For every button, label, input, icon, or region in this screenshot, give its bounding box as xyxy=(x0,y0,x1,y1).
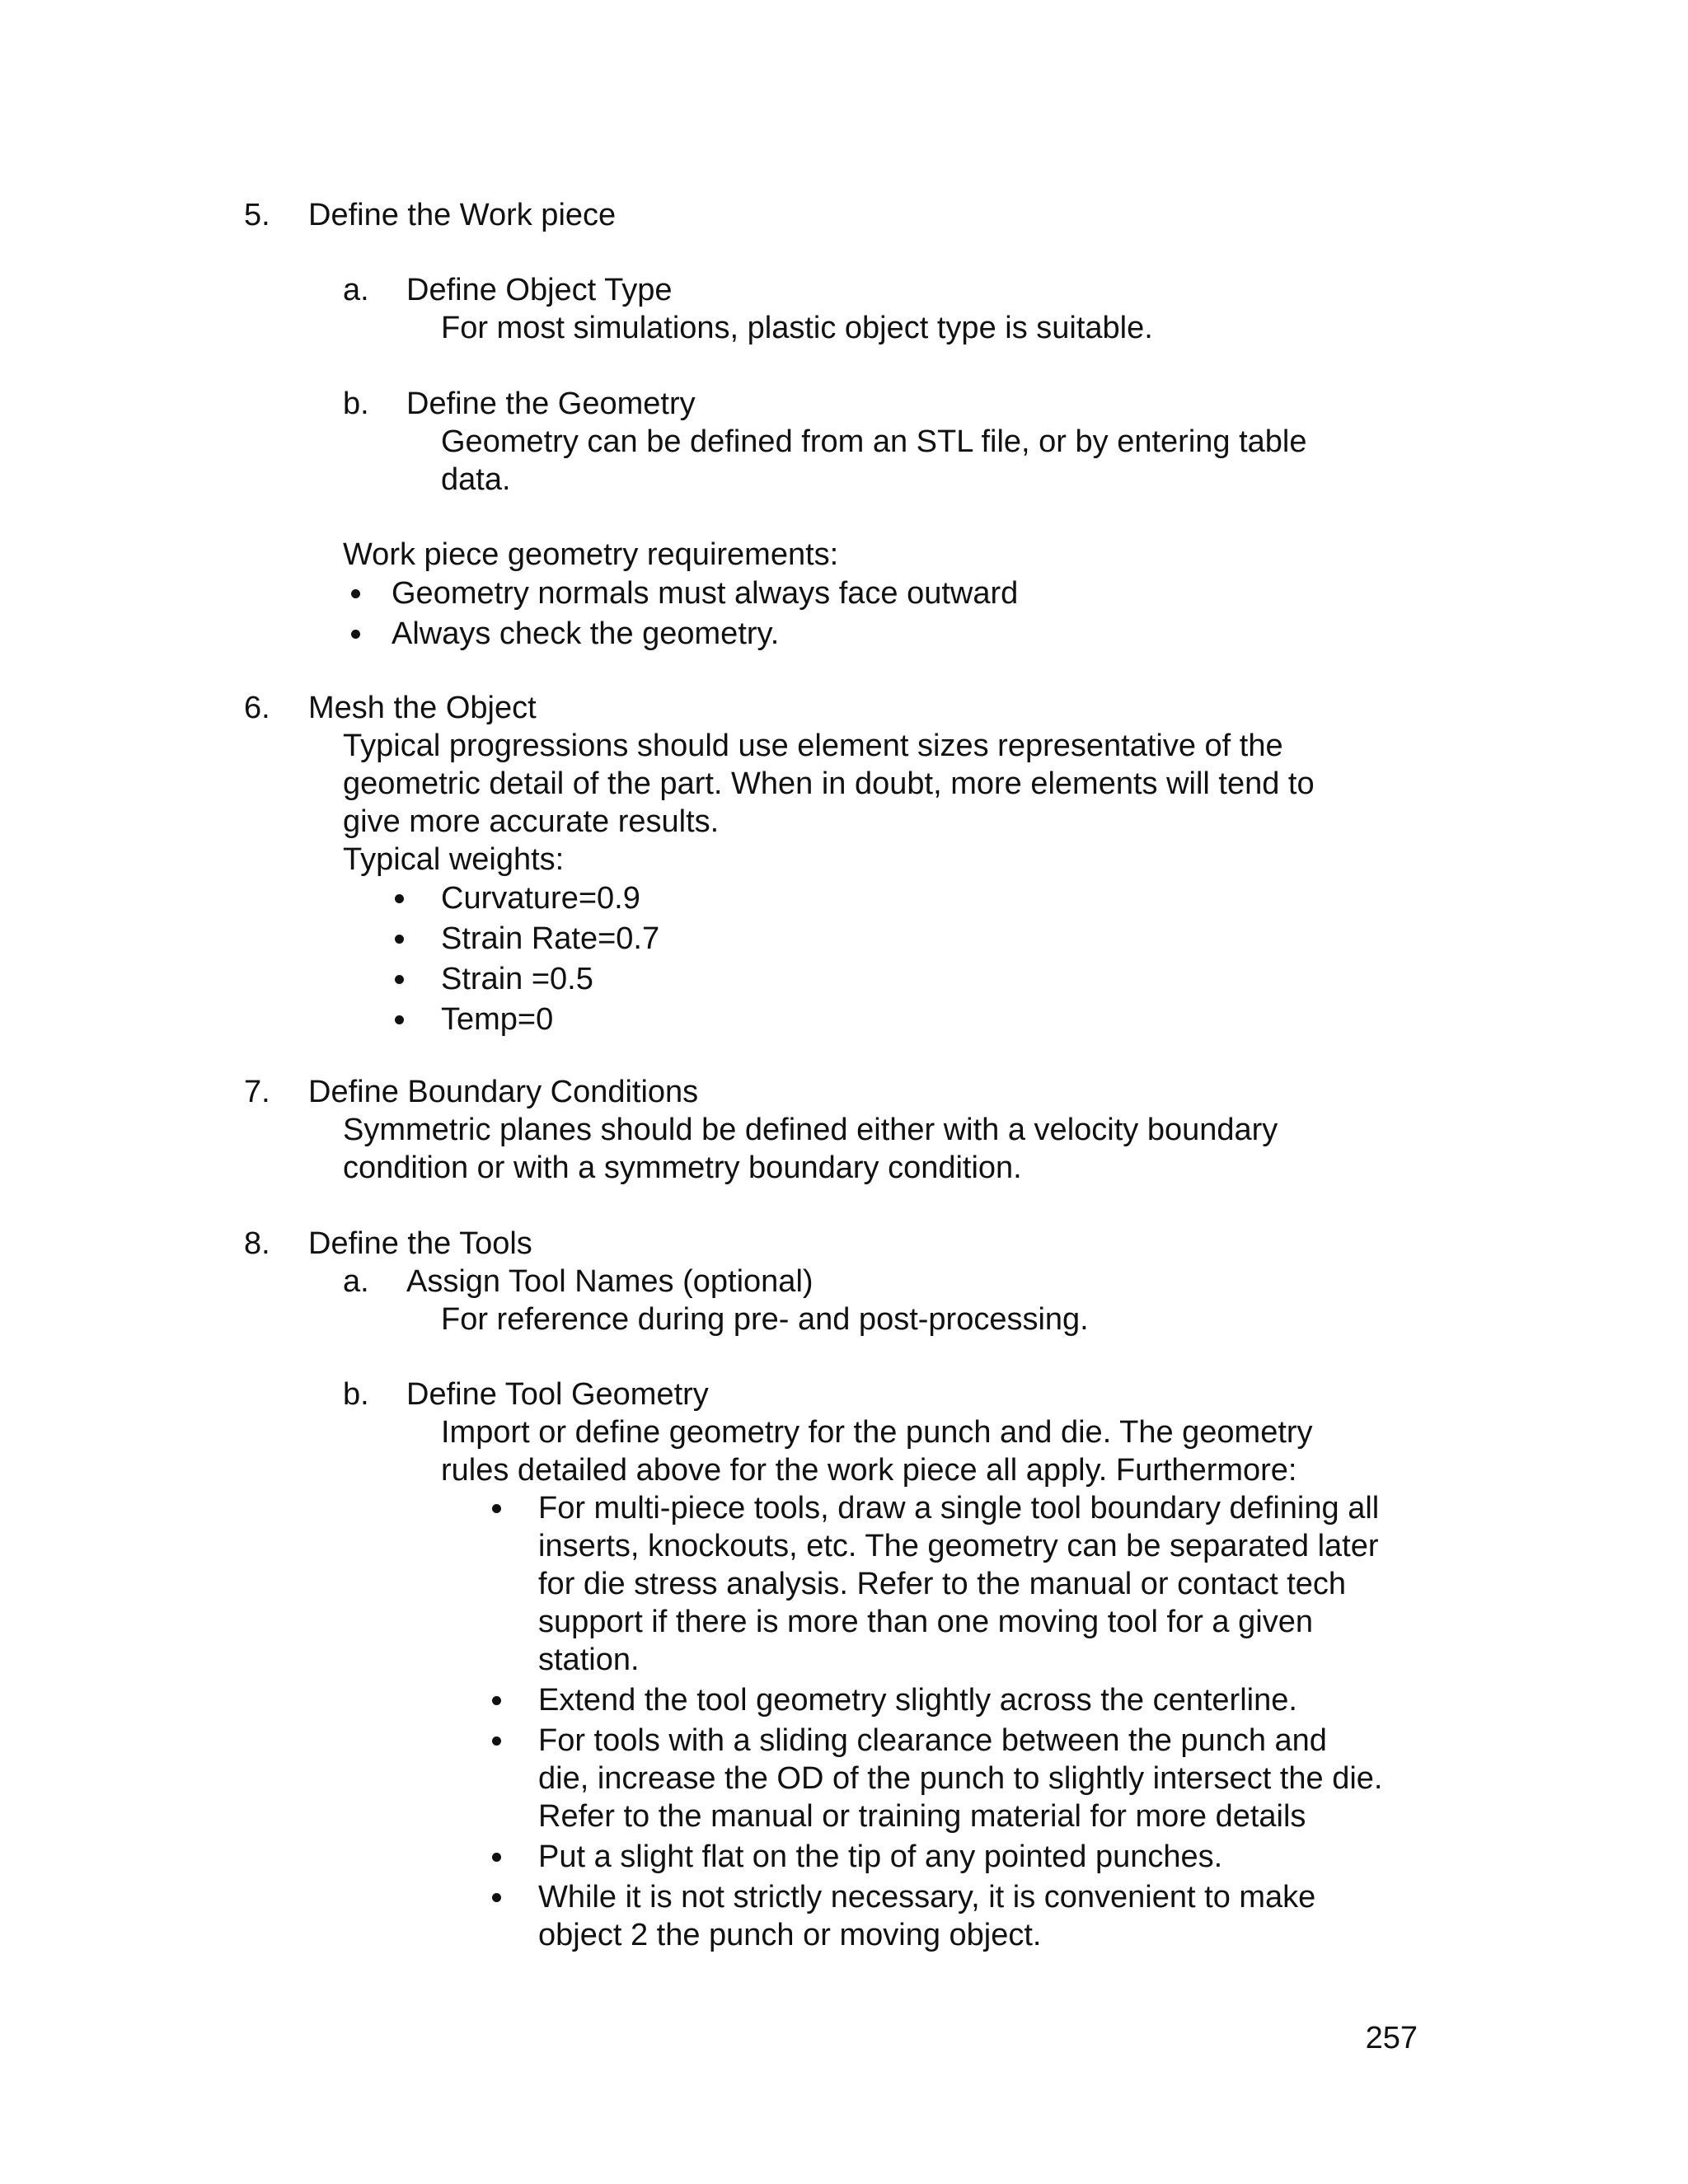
subsection-title: Define Object Type xyxy=(406,273,673,307)
list-item-line: For multi-piece tools, draw a single tool boundary defining all xyxy=(538,1491,1380,1526)
list-item: Geometry normals must always face outward xyxy=(392,576,1019,611)
list-item: Always check the geometry. xyxy=(392,616,780,651)
section-title: Define the Tools xyxy=(308,1226,532,1261)
list-item-line: inserts, knockouts, etc. The geometry can be separated later xyxy=(538,1529,1379,1563)
subsection-letter: b. xyxy=(343,387,369,421)
bullet-icon xyxy=(351,589,360,598)
section-title: Define the Work piece xyxy=(308,198,617,232)
subsection-letter: a. xyxy=(343,273,369,307)
subsection-title: Define Tool Geometry xyxy=(406,1377,709,1412)
list-item-line: Extend the tool geometry slightly across the centerline. xyxy=(538,1683,1297,1718)
list-item-line: support if there is more than one moving tool for a given xyxy=(538,1605,1313,1639)
bullet-icon xyxy=(395,1015,404,1024)
list-item-line: die, increase the OD of the punch to slightly intersect the die. xyxy=(538,1761,1383,1796)
bullet-icon xyxy=(351,630,360,639)
bullet-icon xyxy=(492,1504,501,1513)
page-number: 257 xyxy=(1365,2021,1418,2055)
section-number: 7. xyxy=(244,1075,270,1109)
bullet-icon xyxy=(395,975,404,984)
list-item: Strain Rate=0.7 xyxy=(441,921,660,956)
bullet-icon xyxy=(492,1853,501,1862)
subsection-body: For reference during pre- and post-processing. xyxy=(441,1302,1089,1337)
bullet-icon xyxy=(492,1893,501,1902)
list-item: Strain =0.5 xyxy=(441,962,593,996)
subsection-letter: b. xyxy=(343,1377,369,1412)
subsection-body: For most simulations, plastic object type is suitable. xyxy=(441,311,1153,345)
subsection-title: Define the Geometry xyxy=(406,387,696,421)
list-item-line: For tools with a sliding clearance between the punch and xyxy=(538,1723,1327,1758)
bullet-icon xyxy=(492,1736,501,1746)
list-item: Temp=0 xyxy=(441,1002,554,1037)
subsection-body-line: Import or define geometry for the punch and die. The geometry xyxy=(441,1415,1313,1450)
section-body-line: Typical weights: xyxy=(343,842,565,877)
list-item-line: While it is not strictly necessary, it is convenient to make xyxy=(538,1880,1316,1915)
list-item-line: station. xyxy=(538,1643,640,1677)
list-item-line: object 2 the punch or moving object. xyxy=(538,1918,1042,1952)
section-body-line: give more accurate results. xyxy=(343,804,720,839)
bullet-icon xyxy=(395,935,404,944)
list-item-line: for die stress analysis. Refer to the manual or contact tech xyxy=(538,1567,1347,1601)
list-item-line: Put a slight flat on the tip of any pointed punches. xyxy=(538,1840,1223,1874)
section-number: 5. xyxy=(244,198,270,232)
section-body-line: Typical progressions should use element sizes representative of the xyxy=(343,729,1283,763)
list-item-line: Refer to the manual or training material for more details xyxy=(538,1799,1306,1834)
subsection-body-line: Geometry can be defined from an STL file, or by entering table xyxy=(441,424,1307,459)
section-number: 6. xyxy=(244,691,270,725)
list-item: Curvature=0.9 xyxy=(441,881,640,916)
subsection-letter: a. xyxy=(343,1264,369,1299)
section-title: Mesh the Object xyxy=(308,691,537,725)
section-number: 8. xyxy=(244,1226,270,1261)
bullet-icon xyxy=(395,894,404,903)
section-body-line: Symmetric planes should be defined either with a velocity boundary xyxy=(343,1113,1278,1147)
section-title: Define Boundary Conditions xyxy=(308,1075,699,1109)
requirements-heading: Work piece geometry requirements: xyxy=(343,537,839,572)
bullet-icon xyxy=(492,1696,501,1705)
subsection-body-line: data. xyxy=(441,462,511,497)
subsection-body-line: rules detailed above for the work piece all apply. Furthermore: xyxy=(441,1453,1297,1488)
section-body-line: geometric detail of the part. When in doubt, more elements will tend to xyxy=(343,766,1315,801)
section-body-line: condition or with a symmetry boundary condition. xyxy=(343,1151,1022,1185)
subsection-title: Assign Tool Names (optional) xyxy=(406,1264,814,1299)
